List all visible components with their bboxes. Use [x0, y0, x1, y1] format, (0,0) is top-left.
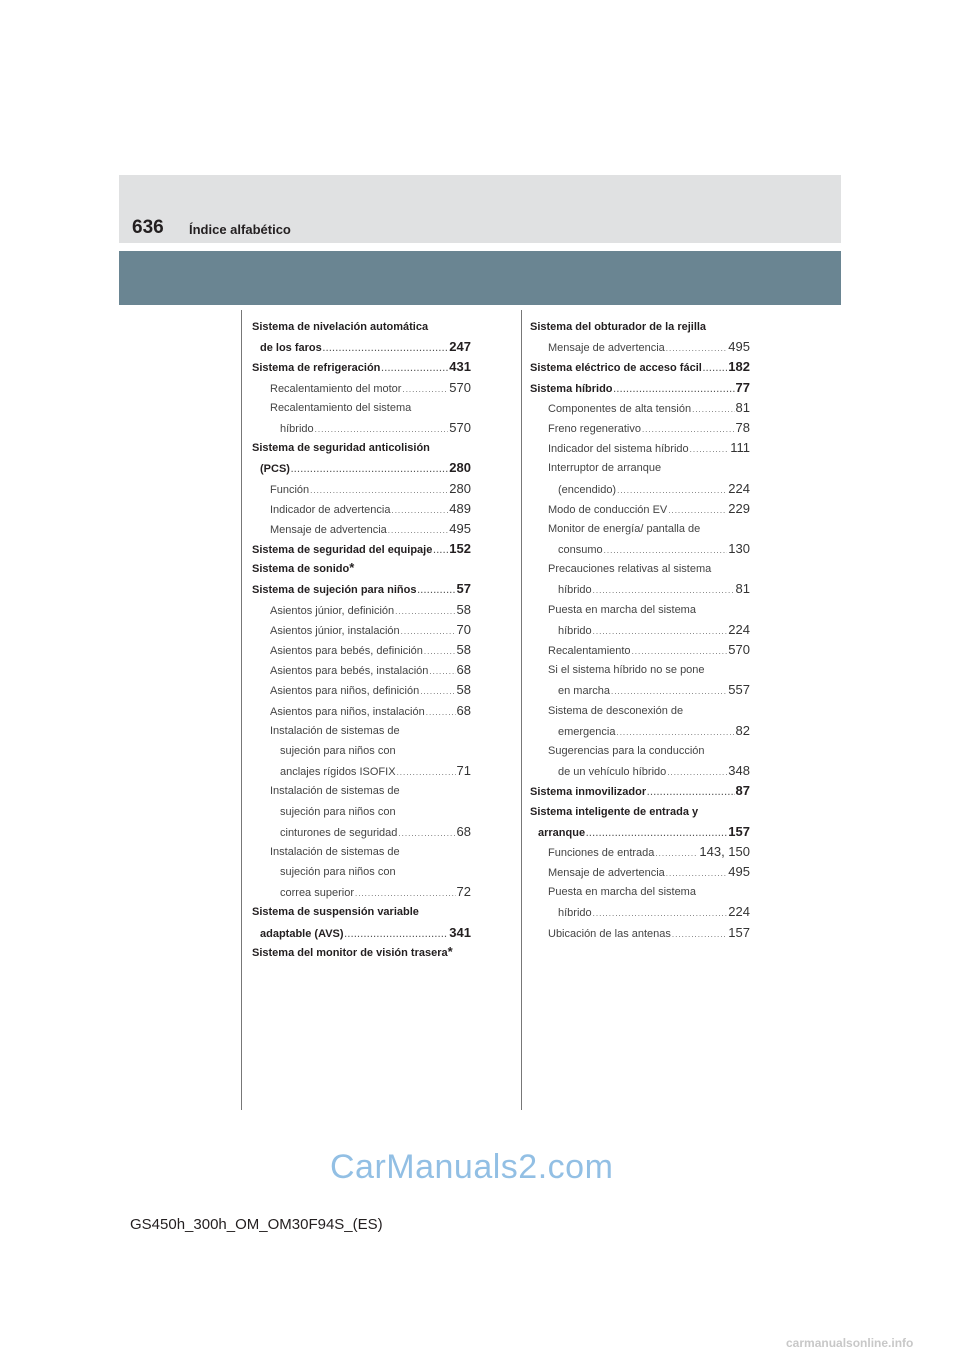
index-entry: arranque ..... 157 — [530, 822, 750, 842]
index-subentry: consumo ..... 130 — [530, 539, 750, 559]
index-subentry: Indicador de advertencia ..... 489 — [252, 499, 471, 519]
index-subentry: Monitor de energía/ pantalla de — [548, 522, 701, 535]
index-subentry: sujeción para niños con — [280, 866, 396, 879]
index-subentry: cinturones de seguridad ..... 68 — [252, 822, 471, 842]
index-subentry: Si el sistema híbrido no se pone — [548, 664, 705, 677]
index-entry: Sistema de seguridad del equipaje ..... 152 — [252, 539, 471, 559]
header-bar — [119, 175, 841, 243]
column-divider-left — [241, 310, 242, 1110]
index-subentry: Ubicación de las antenas ..... 157 — [530, 923, 750, 943]
index-subentry: Asientos para bebés, definición ..... 58 — [252, 640, 471, 660]
index-entry: Sistema eléctrico de acceso fácil ..... 182 — [530, 357, 750, 377]
source-watermark: carmanualsonline.info — [786, 1336, 914, 1350]
index-subentry: Interruptor de arranque — [548, 462, 662, 475]
index-subentry: Puesta en marcha del sistema — [548, 886, 696, 899]
index-column-left — [252, 317, 471, 963]
header-band — [119, 251, 841, 305]
document-code: GS450h_300h_OM_OM30F94S_(ES) — [130, 1216, 383, 1233]
index-subentry: híbrido ..... 224 — [530, 902, 750, 922]
index-subentry: sujeción para niños con — [280, 744, 396, 757]
index-subentry: Indicador del sistema híbrido ..... 111 — [530, 438, 750, 458]
index-subentry: Freno regenerativo ..... 78 — [530, 418, 750, 438]
index-subentry: Asientos para niños, instalación ..... 68 — [252, 701, 471, 721]
index-subentry: Asientos júnior, definición ..... 58 — [252, 600, 471, 620]
index-subentry: Modo de conducción EV ..... 229 — [530, 499, 750, 519]
index-subentry: de un vehículo híbrido ..... 348 — [530, 761, 750, 781]
index-subentry: Instalación de sistemas de — [270, 724, 400, 737]
index-entry: adaptable (AVS) ..... 341 — [252, 923, 471, 943]
index-subentry: híbrido ..... 81 — [530, 579, 750, 599]
index-subentry: Mensaje de advertencia ..... 495 — [252, 519, 471, 539]
index-subentry: Sistema de desconexión de — [548, 704, 684, 717]
index-entry: Sistema de sujeción para niños ..... 57 — [252, 579, 471, 599]
index-entry: Sistema de nivelación automática — [252, 321, 429, 333]
index-subentry: sujeción para niños con — [280, 805, 396, 818]
index-entry: Sistema inteligente de entrada y — [530, 805, 699, 818]
index-subentry: Asientos júnior, instalación ..... 70 — [252, 620, 471, 640]
index-subentry: Recalentamiento del motor ..... 570 — [252, 378, 471, 398]
index-subentry: Asientos para bebés, instalación ..... 68 — [252, 660, 471, 680]
index-subentry: Instalación de sistemas de — [270, 845, 400, 858]
section-title: Índice alfabético — [189, 222, 291, 237]
index-subentry: híbrido ..... 570 — [252, 418, 471, 438]
index-entry: Sistema inmovilizador ..... 87 — [530, 781, 750, 801]
index-subentry: en marcha ..... 557 — [530, 680, 750, 700]
index-subentry: Asientos para niños, definición ..... 58 — [252, 680, 471, 700]
index-entry: Sistema de refrigeración ..... 431 — [252, 357, 471, 377]
index-subentry: Mensaje de advertencia ..... 495 — [530, 337, 750, 357]
index-subentry: (encendido) ..... 224 — [530, 479, 750, 499]
index-entry: de los faros ..... 247 — [252, 337, 471, 357]
index-entry: (PCS) ..... 280 — [252, 458, 471, 478]
index-subentry: Recalentamiento ..... 570 — [530, 640, 750, 660]
index-subentry: correa superior ..... 72 — [252, 882, 471, 902]
index-entry: Sistema de seguridad anticolisión — [252, 442, 430, 455]
index-column-right — [530, 317, 750, 943]
index-subentry: Recalentamiento del sistema — [270, 401, 412, 414]
index-subentry: Componentes de alta tensión ..... 81 — [530, 398, 750, 418]
index-subentry: Funciones de entrada ..... 143, 150 — [530, 842, 750, 862]
column-divider-middle — [521, 310, 522, 1110]
index-entry: Sistema híbrido ..... 77 — [530, 378, 750, 398]
index-entry: Sistema del monitor de visión trasera * — [252, 943, 453, 959]
index-subentry: Mensaje de advertencia ..... 495 — [530, 862, 750, 882]
index-entry: Sistema de sonido * — [252, 560, 355, 576]
index-subentry: Precauciones relativas al sistema — [548, 563, 712, 576]
watermark-logo: CarManuals2.com — [330, 1148, 614, 1186]
index-entry: Sistema de suspensión variable — [252, 906, 419, 919]
index-subentry: híbrido ..... 224 — [530, 620, 750, 640]
page-number: 636 — [132, 217, 164, 238]
index-subentry: anclajes rígidos ISOFIX ..... 71 — [252, 761, 471, 781]
index-subentry: emergencia ..... 82 — [530, 721, 750, 741]
index-subentry: Sugerencias para la conducción — [548, 744, 705, 757]
index-subentry: Instalación de sistemas de — [270, 785, 400, 798]
index-entry: Sistema del obturador de la rejilla — [530, 321, 707, 333]
index-subentry: Función ..... 280 — [252, 479, 471, 499]
index-subentry: Puesta en marcha del sistema — [548, 603, 696, 616]
